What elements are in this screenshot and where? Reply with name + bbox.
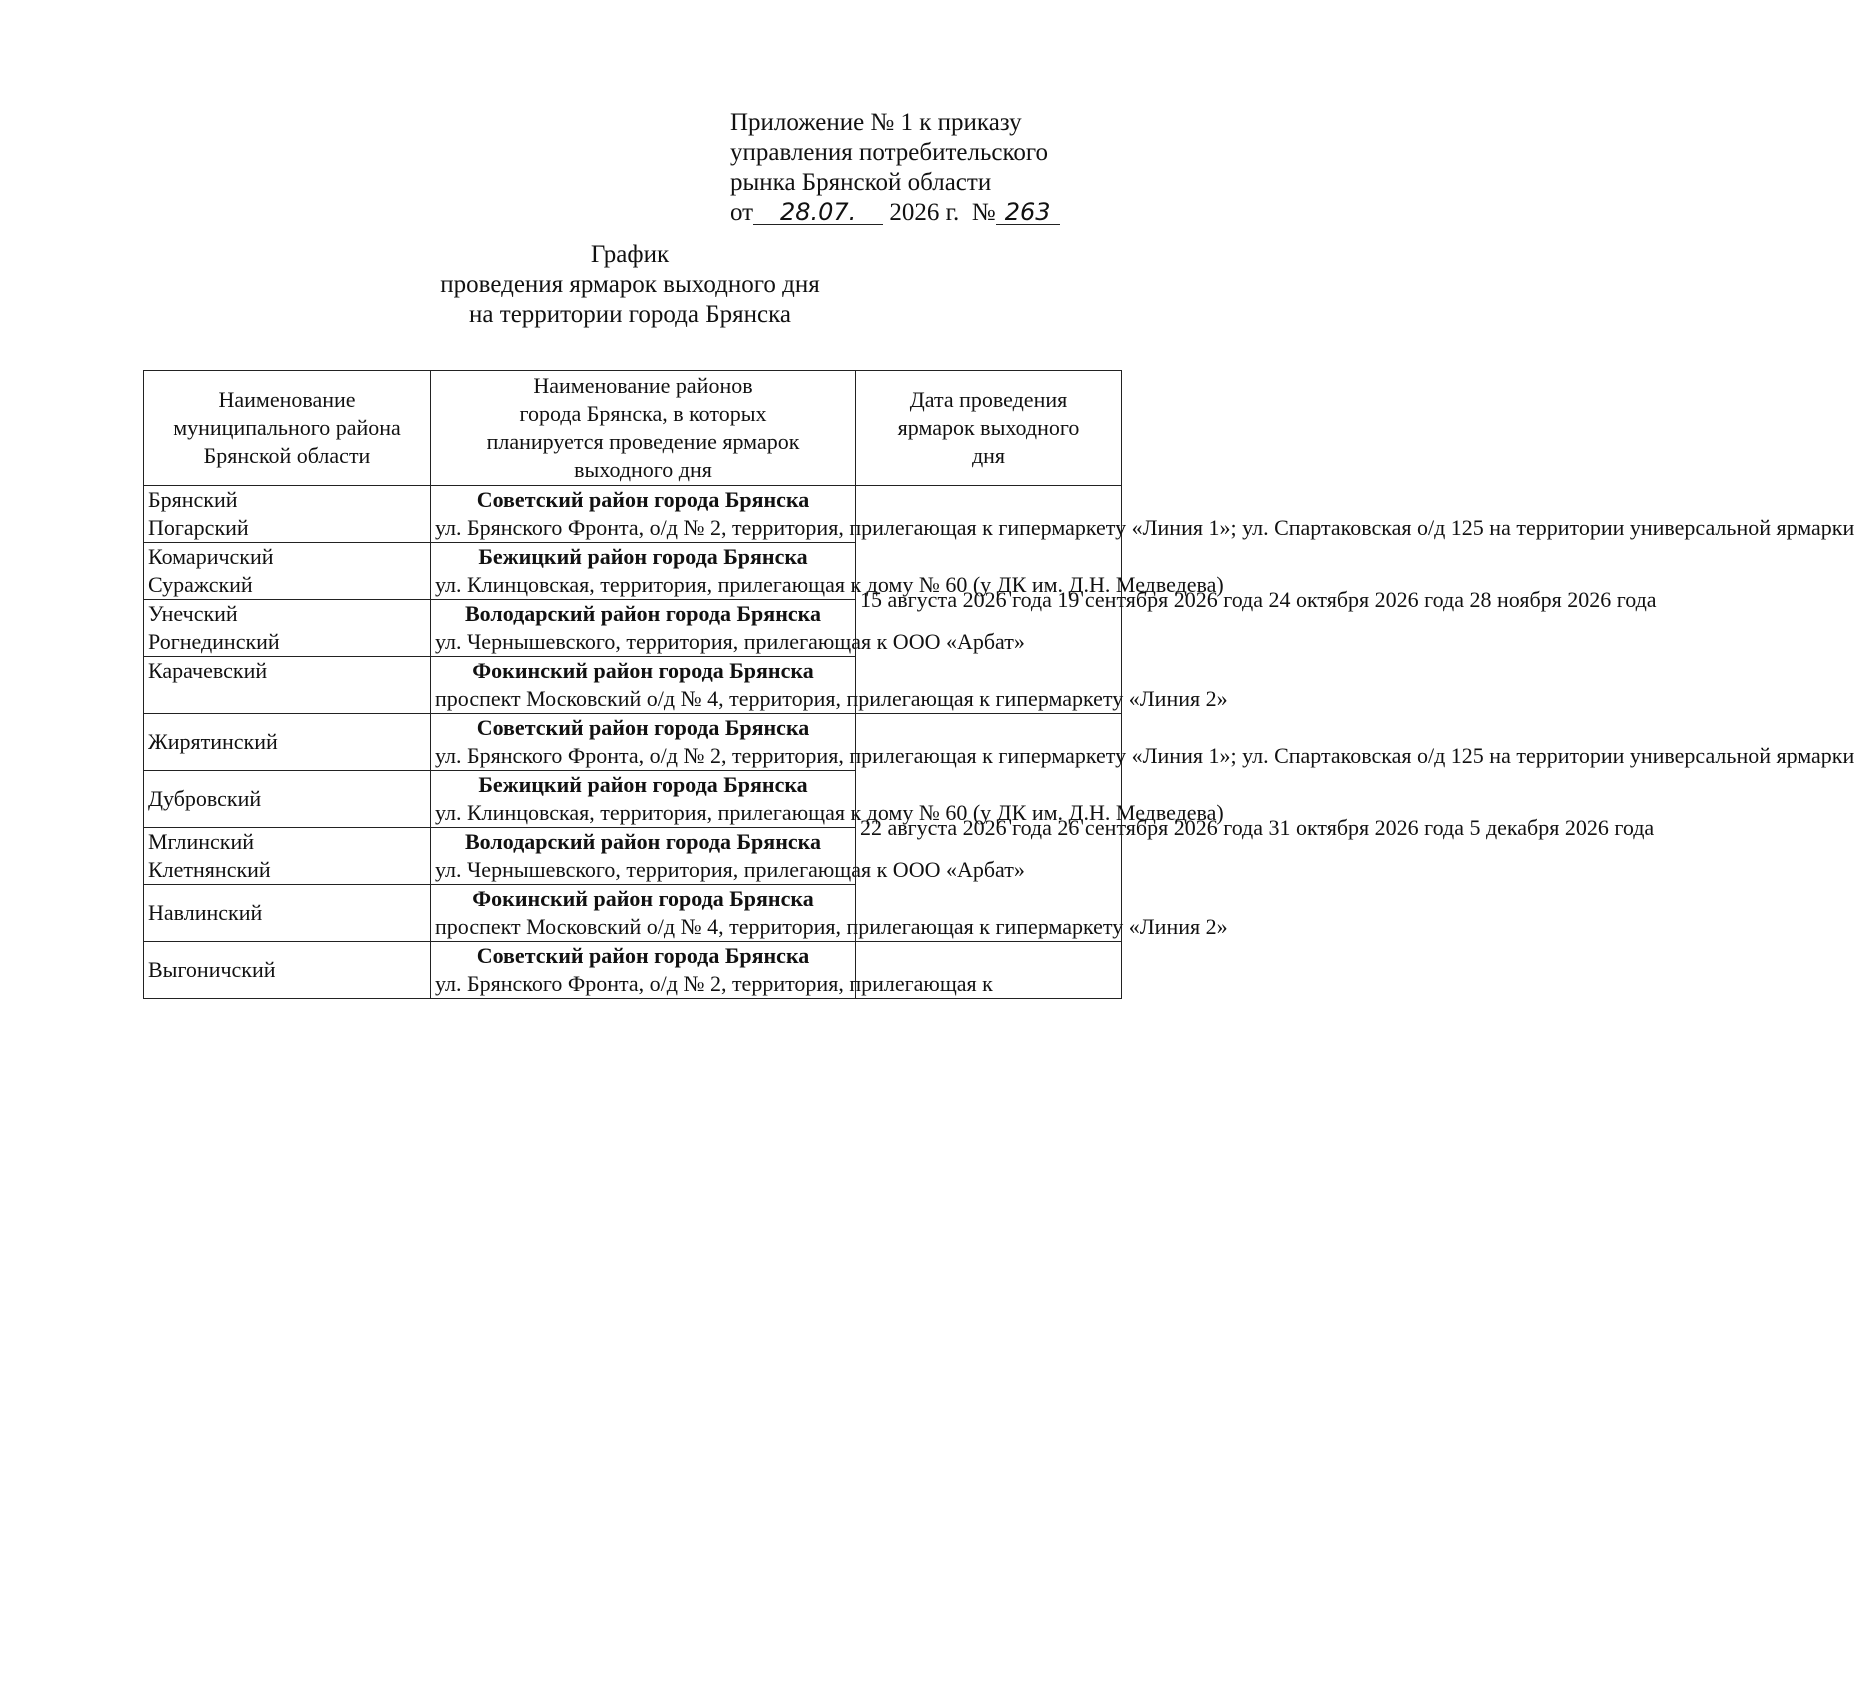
header-city-district: Наименование районов города Брянска, в которых планируется проведение ярмарок выходного дня: [431, 371, 856, 486]
document-title: [0, 240, 1260, 330]
table-row: [144, 486, 1122, 543]
appendix-line-3: рынка Брянской области: [730, 169, 992, 196]
venue-cell: [431, 600, 1025, 657]
appendix-header: [730, 108, 1060, 228]
venue-name: Советский район города Брянска: [476, 715, 810, 740]
title-line-2: проведения ярмарок выходного дня: [440, 271, 820, 298]
table-row: [144, 942, 1122, 999]
municipal-district-cell: Жирятинский: [144, 714, 431, 771]
municipal-district-cell: Навлинский: [144, 885, 431, 942]
date-prefix: от: [730, 199, 754, 226]
municipal-district-cell: Брянский Погарский: [144, 486, 431, 543]
fair-schedule-table: [143, 370, 1854, 999]
municipal-district-cell: Выгоничский: [144, 942, 431, 999]
venue-cell: [431, 828, 1025, 885]
venue-address: ул. Брянского Фронта, о/д № 2, территория, прилегающая к гипермаркету «Линия 1»; ул. Спартаковская о/д 125 на территории универсальной ярмарки: [435, 515, 1854, 540]
title-line-3: на территории города Брянска: [469, 301, 791, 328]
table-row: [144, 714, 1122, 771]
venue-address: ул. Клинцовская, территория, прилегающая к дому № 60 (у ДК им. Д.Н. Медведева): [435, 572, 1224, 597]
venue-cell: [431, 714, 1854, 771]
fair-dates-cell: 22 августа 2026 года 26 сентября 2026 года 31 октября 2026 года 5 декабря 2026 года: [856, 714, 1122, 942]
venue-cell: [431, 771, 1224, 828]
venue-address: проспект Московский о/д № 4, территория, прилегающая к гипермаркету «Линия 2»: [435, 914, 1228, 939]
handwritten-date: 28.07.: [753, 200, 883, 225]
venue-address: проспект Московский о/д № 4, территория, прилегающая к гипермаркету «Линия 2»: [435, 686, 1228, 711]
venue-name: Бежицкий район города Брянска: [478, 544, 808, 569]
header-fair-dates: Дата проведения ярмарок выходного дня: [856, 371, 1122, 486]
venue-name: Бежицкий район города Брянска: [478, 772, 808, 797]
venue-address: ул. Брянского Фронта, о/д № 2, территория, прилегающая к: [435, 971, 993, 996]
fair-dates-cell: 15 августа 2026 года 19 сентября 2026 года 24 октября 2026 года 28 ноября 2026 года: [856, 486, 1122, 714]
municipal-district-cell: Мглинский Клетнянский: [144, 828, 431, 885]
venue-address: ул. Чернышевского, территория, прилегающая к ООО «Арбат»: [435, 629, 1025, 654]
appendix-line-1: Приложение № 1 к приказу: [730, 109, 1022, 136]
municipal-district-cell: Карачевский: [144, 657, 431, 714]
table-header-row: [144, 371, 1122, 486]
municipal-district-cell: Комаричский Суражский: [144, 543, 431, 600]
municipal-district-cell: Дубровский: [144, 771, 431, 828]
venue-cell: [431, 486, 1854, 543]
venue-address: ул. Брянского Фронта, о/д № 2, территория, прилегающая к гипермаркету «Линия 1»; ул. Спартаковская о/д 125 на территории универсальной ярмарки: [435, 743, 1854, 768]
handwritten-number: 263: [996, 200, 1060, 225]
venue-name: Фокинский район города Брянска: [472, 886, 814, 911]
venue-cell: [431, 657, 1228, 714]
venue-address: ул. Чернышевского, территория, прилегающая к ООО «Арбат»: [435, 857, 1025, 882]
venue-name: Володарский район города Брянска: [465, 601, 821, 626]
title-line-1: График: [590, 241, 670, 268]
venue-cell: [431, 885, 1228, 942]
venue-name: Фокинский район города Брянска: [472, 658, 814, 683]
venue-cell: [431, 543, 1224, 600]
number-prefix: №: [971, 199, 996, 226]
year-text: 2026 г.: [889, 199, 960, 226]
venue-name: Советский район города Брянска: [476, 487, 810, 512]
header-municipal-district: Наименование муниципального района Брянской области: [144, 371, 431, 486]
venue-name: Володарский район города Брянска: [465, 829, 821, 854]
municipal-district-cell: Унечский Рогнединский: [144, 600, 431, 657]
appendix-date-line: [730, 198, 1060, 228]
venue-cell: [431, 942, 993, 999]
appendix-line-2: управления потребительского: [730, 139, 1049, 166]
venue-name: Советский район города Брянска: [476, 943, 810, 968]
venue-address: ул. Клинцовская, территория, прилегающая к дому № 60 (у ДК им. Д.Н. Медведева): [435, 800, 1224, 825]
